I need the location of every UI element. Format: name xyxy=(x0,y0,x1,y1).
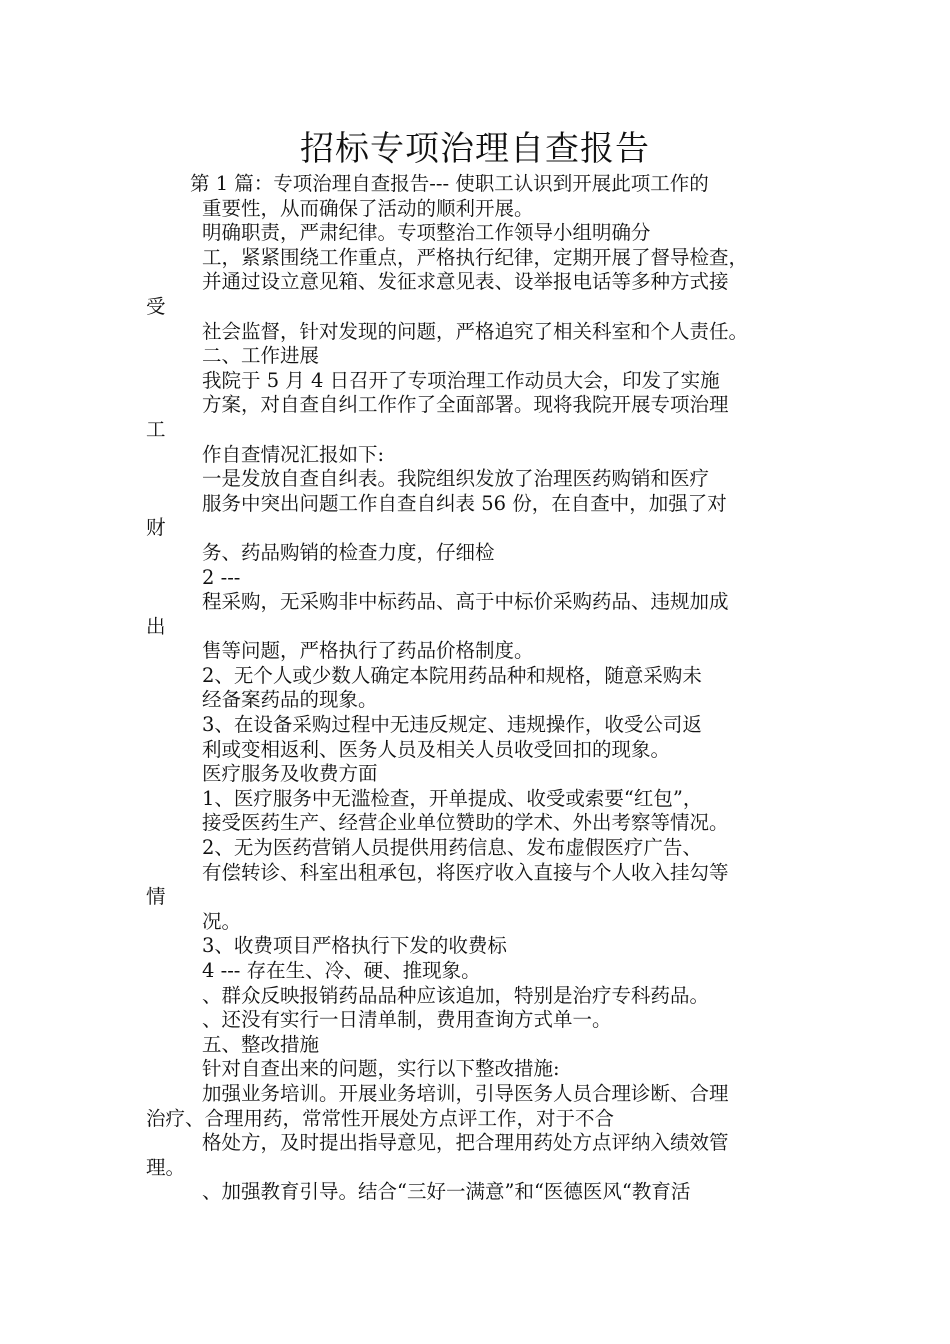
body-line: 接受医药生产、经营企业单位赞助的学术、外出考察等情况。 xyxy=(202,811,729,835)
body-line: 社会监督，针对发现的问题，严格追究了相关科室和个人责任。 xyxy=(202,319,749,343)
body-line: 3、在设备采购过程中无违反规定、违规操作，收受公司返 xyxy=(202,713,702,737)
body-line: 财 xyxy=(146,516,166,540)
body-line: 并通过设立意见箱、发征求意见表、设举报电话等多种方式接 xyxy=(202,270,729,294)
body-line: 重要性，从而确保了活动的顺利开展。 xyxy=(202,196,534,220)
body-line: 2、无个人或少数人确定本院用药品种和规格，随意采购未 xyxy=(202,663,702,687)
body-line: 、还没有实行一日清单制，费用查询方式单一。 xyxy=(202,1008,612,1032)
body-line: 工，紧紧围绕工作重点，严格执行纪律，定期开展了督导检查， xyxy=(202,245,749,269)
body-line: 针对自查出来的问题，实行以下整改措施: xyxy=(202,1057,560,1081)
body-line: 程采购，无采购非中标药品、高于中标价采购药品、违规加成 xyxy=(202,590,729,614)
body-line: 服务中突出问题工作自查自纠表 56 份，在自查中，加强了对 xyxy=(202,491,727,515)
body-line: 工 xyxy=(146,417,166,441)
body-line: 方案，对自查自纠工作作了全面部署。现将我院开展专项治理 xyxy=(202,393,729,417)
document-title: 招标专项治理自查报告 xyxy=(300,129,650,169)
body-line: 况。 xyxy=(202,909,242,933)
body-line: 2 --- xyxy=(202,565,241,589)
body-line: 、群众反映报销药品品种应该追加，特别是治疗专科药品。 xyxy=(202,983,710,1007)
body-line: 加强业务培训。开展业务培训，引导医务人员合理诊断、合理 xyxy=(202,1081,729,1105)
body-line: 2、无为医药营销人员提供用药信息、发布虚假医疗广告、 xyxy=(202,836,702,860)
body-line: 经备案药品的现象。 xyxy=(202,688,378,712)
body-line: 1、医疗服务中无滥检查，开单提成、收受或索要“红包”， xyxy=(202,786,703,810)
body-line: 作自查情况汇报如下: xyxy=(202,442,385,466)
body-line: 情 xyxy=(146,885,166,909)
body-line: 3、收费项目严格执行下发的收费标 xyxy=(202,934,507,958)
body-line: 第 1 篇：专项治理自查报告--- 使职工认识到开展此项工作的 xyxy=(190,172,709,195)
body-line: 一是发放自查自纠表。我院组织发放了治理医药购销和医疗 xyxy=(202,467,710,491)
body-line: 务、药品购销的检查力度，仔细检 xyxy=(202,540,495,564)
body-line: 利或变相返利、医务人员及相关人员收受回扣的现象。 xyxy=(202,737,671,761)
body-line: 医疗服务及收费方面 xyxy=(202,762,378,786)
body-line: 我院于 5 月 4 日召开了专项治理工作动员大会，印发了实施 xyxy=(202,368,720,392)
body-line: 二、工作进展 xyxy=(202,344,320,368)
body-line: 格处方，及时提出指导意见，把合理用药处方点评纳入绩效管 xyxy=(202,1131,729,1155)
body-line: 4 --- 存在生、冷、硬、推现象。 xyxy=(202,959,481,982)
body-line: 出 xyxy=(146,614,166,638)
body-line: 受 xyxy=(146,294,166,318)
body-line: 治疗、合理用药，常常性开展处方点评工作，对于不合 xyxy=(146,1106,615,1130)
document-body xyxy=(0,172,950,1205)
body-line: 售等问题，严格执行了药品价格制度。 xyxy=(202,639,534,663)
body-line: 、加强教育引导。结合“三好一满意”和“医德医风“教育活 xyxy=(202,1180,691,1204)
body-line: 明确职责，严肃纪律。专项整治工作领导小组明确分 xyxy=(202,221,651,245)
body-line: 五、整改措施 xyxy=(202,1032,320,1056)
body-line: 理。 xyxy=(146,1155,186,1179)
body-line: 有偿转诊、科室出租承包，将医疗收入直接与个人收入挂勾等 xyxy=(202,860,729,884)
